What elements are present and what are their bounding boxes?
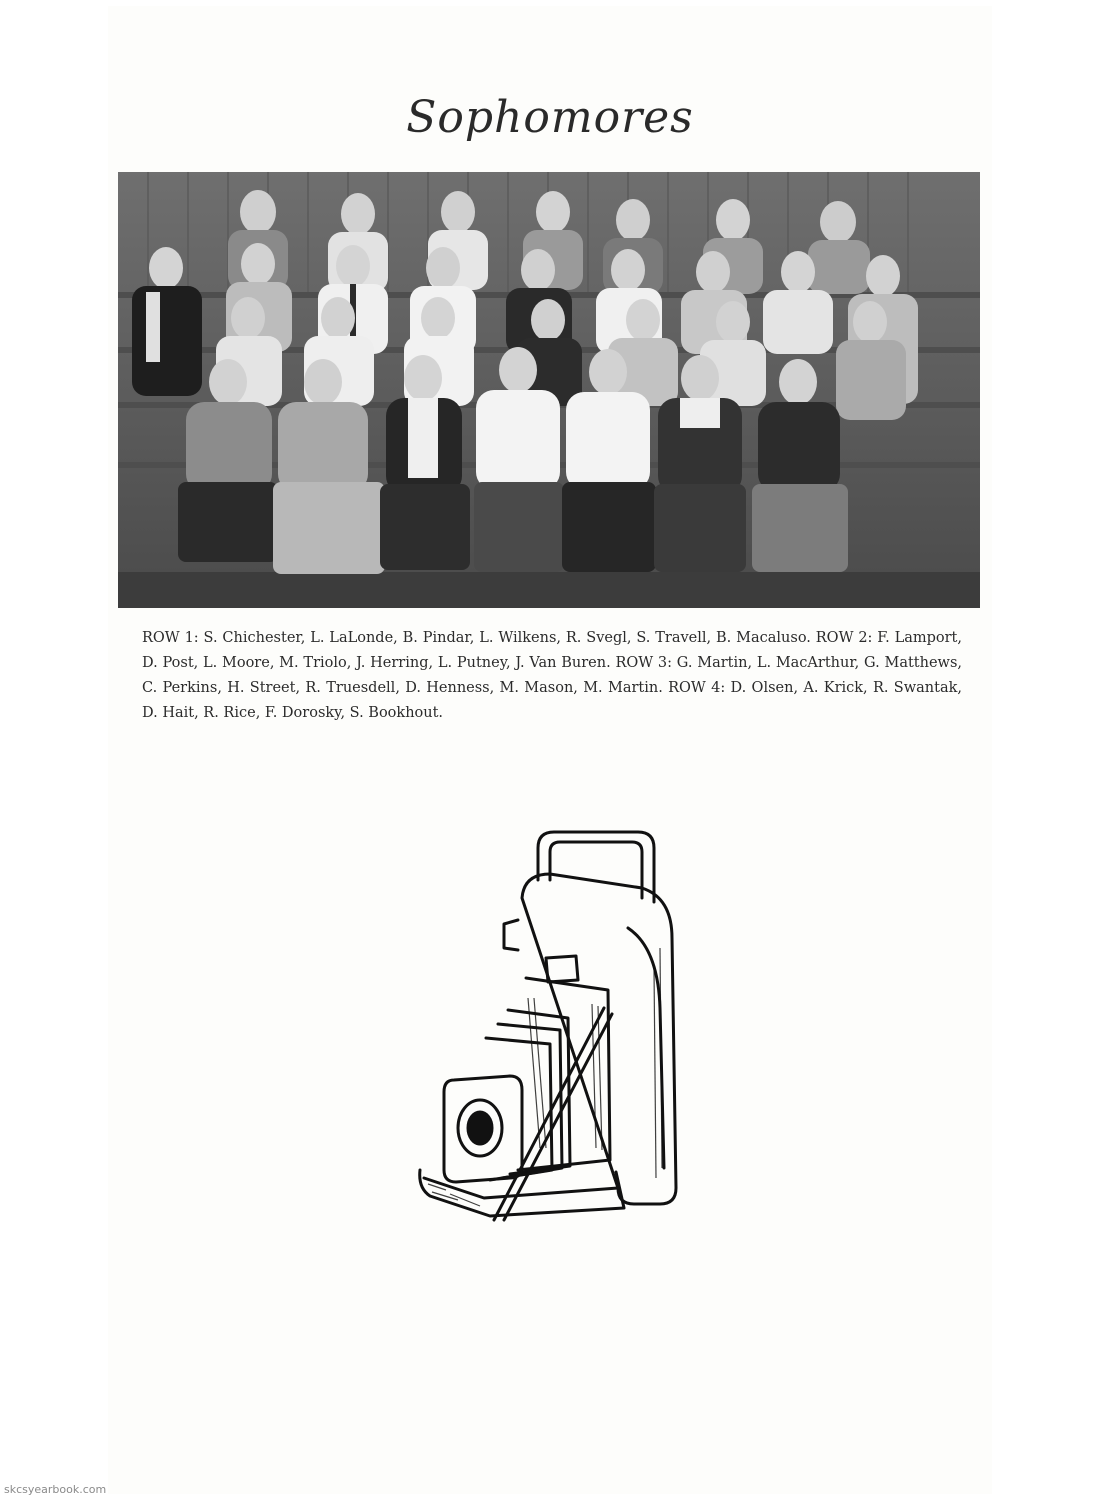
class-photo-svg (118, 172, 980, 608)
page-title: Sophomores (406, 92, 694, 143)
camera-icon (410, 828, 700, 1228)
photo-caption: ROW 1: S. Chichester, L. LaLonde, B. Pindar, L. Wilkens, R. Svegl, S. Travell, B. Macaluso. ROW 2: F. Lamport, D. Post, L. Moore, M. Triolo, J. Herring, L. Putney, J. Van Buren. ROW 3: G. Martin, L. MacArthur, G. Matthews, C. Perkins, H. Street, R. Truesdell, D. Henness, M. Mason, M. Martin. ROW 4: D. Olsen, A. Krick, R. Swantak, D. Hait, R. Rice, F. Dorosky, S. Bookhout. (142, 630, 962, 721)
site-watermark: skcsyearbook.com (4, 1483, 107, 1496)
class-photo (118, 172, 980, 608)
folding-camera-illustration (410, 828, 700, 1228)
